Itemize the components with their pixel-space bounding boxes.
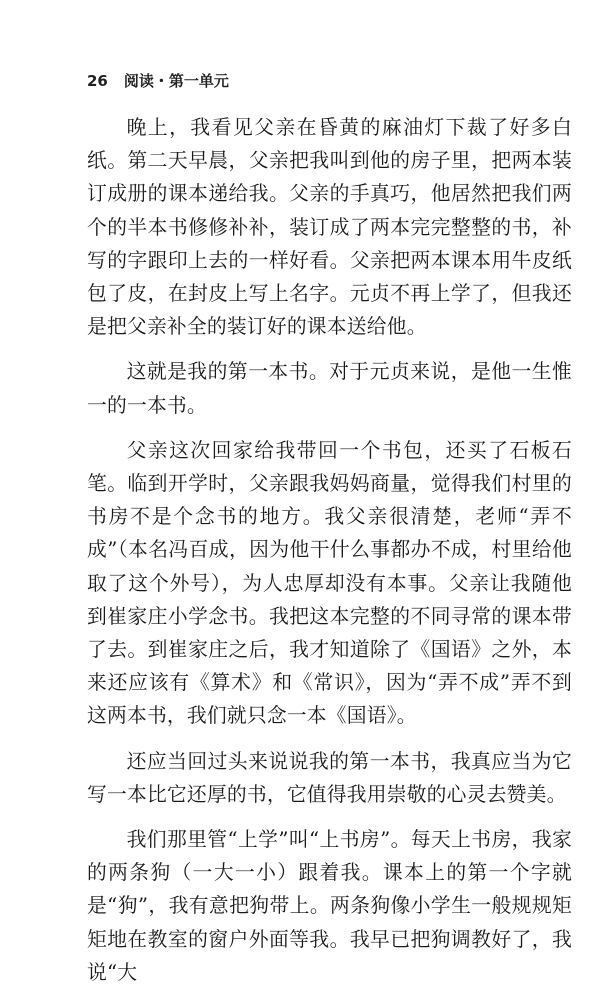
paragraph-2: 这就是我的第一本书。对于元贞来说，是他一生惟一的一本书。 [87,360,572,417]
paragraph-5: 我们那里管“上学”叫“上书房”。每天上书房，我家的两条狗（一大一小）跟着我。课本上的第一个字就是“狗”，我有意把狗带上。两条狗像小学生一般规规矩矩地在教室的窗户外面等我。我早已把狗调教好了，我说“大 [87,828,572,984]
page-body [87,111,572,1001]
paragraph-4: 还应当回过头来说说我的第一本书，我真应当为它写一本比它还厚的书，它值得我用崇敬的心灵去赞美。 [87,749,572,806]
page-header [87,70,229,94]
section-label: 阅读・第一单元 [123,72,229,90]
paragraph-1: 晚上，我看见父亲在昏黄的麻油灯下裁了好多白纸。第二天早晨，父亲把我叫到他的房子里，把两本装订成册的课本递给我。父亲的手真巧，他居然把我们两个的半本书修修补补，装订成了两本完完整整的书，补写的字跟印上去的一样好看。父亲把两本课本用牛皮纸包了皮，在封皮上写上名字。元贞不再上学了，但我还是把父亲补全的装订好的课本送给他。 [87,116,572,339]
paragraph-3: 父亲这次回家给我带回一个书包，还买了石板石笔。临到开学时，父亲跟我妈妈商量，觉得我们村里的书房不是个念书的地方。我父亲很清楚，老师“弄不成”（本名冯百成，因为他干什么事都办不成，村里给他取了这个外号），为人忠厚却没有本事。父亲让我随他到崔家庄小学念书。我把这本完整的不同寻常的课本带了去。到崔家庄之后，我才知道除了《国语》之外，本来还应该有《算术》和《常识》，因为“弄不成”弄不到这两本书，我们就只念一本《国语》。 [87,438,572,728]
page-number: 26 [87,72,108,90]
